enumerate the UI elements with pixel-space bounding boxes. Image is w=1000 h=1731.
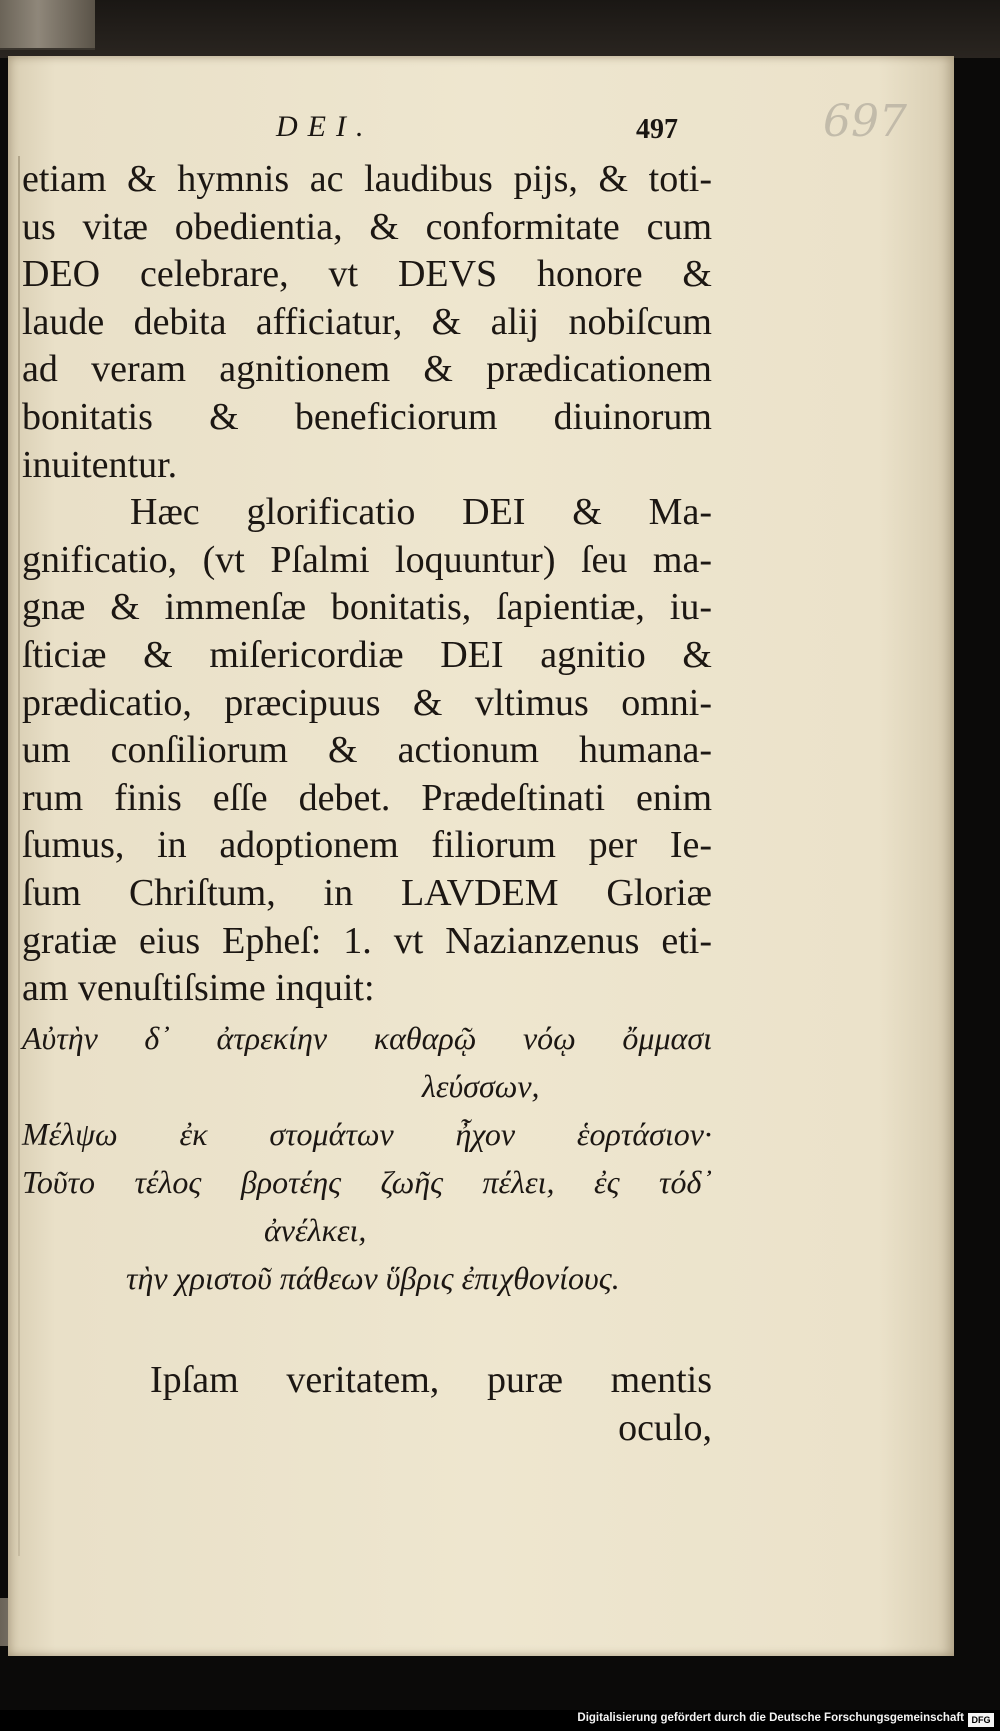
text-line: Hæc glorificatio DEI & Ma- bbox=[130, 491, 712, 534]
text-line: bonitatis & beneficiorum diuinorum bbox=[22, 395, 712, 438]
verse-line: λεύσσων, bbox=[422, 1068, 540, 1104]
verse-line: Μέλψω ἐκ στομάτων ἦχον ἑορτάσιον· bbox=[22, 1116, 712, 1152]
text-line: ſticiæ & miſericordiæ DEI agnitio & bbox=[22, 633, 712, 676]
text-line: etiam & hymnis ac laudibus pijs, & toti- bbox=[22, 158, 712, 200]
verse-line: Αὐτὴν δ᾽ ἀτρεκίην καθαρῷ νόῳ ὄμμασι bbox=[22, 1020, 712, 1056]
verse-line: τὴν χριστοῦ πάθεων ὕβρις ἐπιχθονίους. bbox=[126, 1260, 620, 1296]
catchword: oculo, bbox=[618, 1407, 712, 1449]
funding-credit: Digitalisierung gefördert durch die Deutsche Forschungsgemeinschaft bbox=[577, 1712, 964, 1724]
body-paragraphs bbox=[22, 156, 712, 1013]
text-line: prædicatio, præcipuus & vltimus omni- bbox=[22, 681, 712, 724]
dfg-logo: DFG bbox=[968, 1713, 994, 1727]
verse-line: ἀνέλκει, bbox=[264, 1212, 367, 1248]
page-header bbox=[8, 110, 954, 150]
text-line: gratiæ eius Epheſ: 1. vt Nazianzenus eti- bbox=[22, 919, 712, 962]
pencil-folio-note: 697 bbox=[823, 96, 907, 147]
binding-tab-top bbox=[0, 0, 95, 50]
text-line: ſum Chriſtum, in LAVDEM Gloriæ bbox=[22, 871, 712, 914]
margin-rule bbox=[18, 156, 20, 1556]
running-head: DEI. bbox=[276, 110, 374, 143]
text-line: gnæ & immenſæ bonitatis, ſapientiæ, iu- bbox=[22, 586, 712, 629]
closing-lines bbox=[22, 1356, 712, 1452]
page-number: 497 bbox=[636, 114, 678, 145]
scan-top-edge bbox=[0, 0, 1000, 58]
text-line: DEO celebrare, vt DEVS honore & bbox=[22, 253, 712, 296]
text-line: Ipſam veritatem, puræ mentis bbox=[150, 1359, 712, 1401]
greek-verse bbox=[22, 1014, 712, 1302]
footer-bar bbox=[0, 1710, 1000, 1731]
text-line: laude debita afficiatur, & alij nobiſcum bbox=[22, 300, 712, 343]
text-line: ſumus, in adoptionem filiorum per Ie- bbox=[22, 824, 712, 867]
book-page bbox=[8, 56, 954, 1656]
verse-line: Τοῦτο τέλος βροτέης ζωῆς πέλει, ἐς τόδ᾽ bbox=[22, 1164, 712, 1200]
text-line: us vitæ obedientia, & conformitate cum bbox=[22, 205, 712, 248]
text-line: inuitentur. bbox=[22, 443, 178, 486]
text-line: gnificatio, (vt Pſalmi loquuntur) ſeu ma- bbox=[22, 538, 712, 581]
text-line: am venuſtiſsime inquit: bbox=[22, 967, 375, 1010]
text-line: rum finis eſſe debet. Prædeſtinati enim bbox=[22, 776, 712, 819]
text-line: um conſiliorum & actionum humana- bbox=[22, 729, 712, 772]
text-line: ad veram agnitionem & prædicationem bbox=[22, 348, 712, 391]
